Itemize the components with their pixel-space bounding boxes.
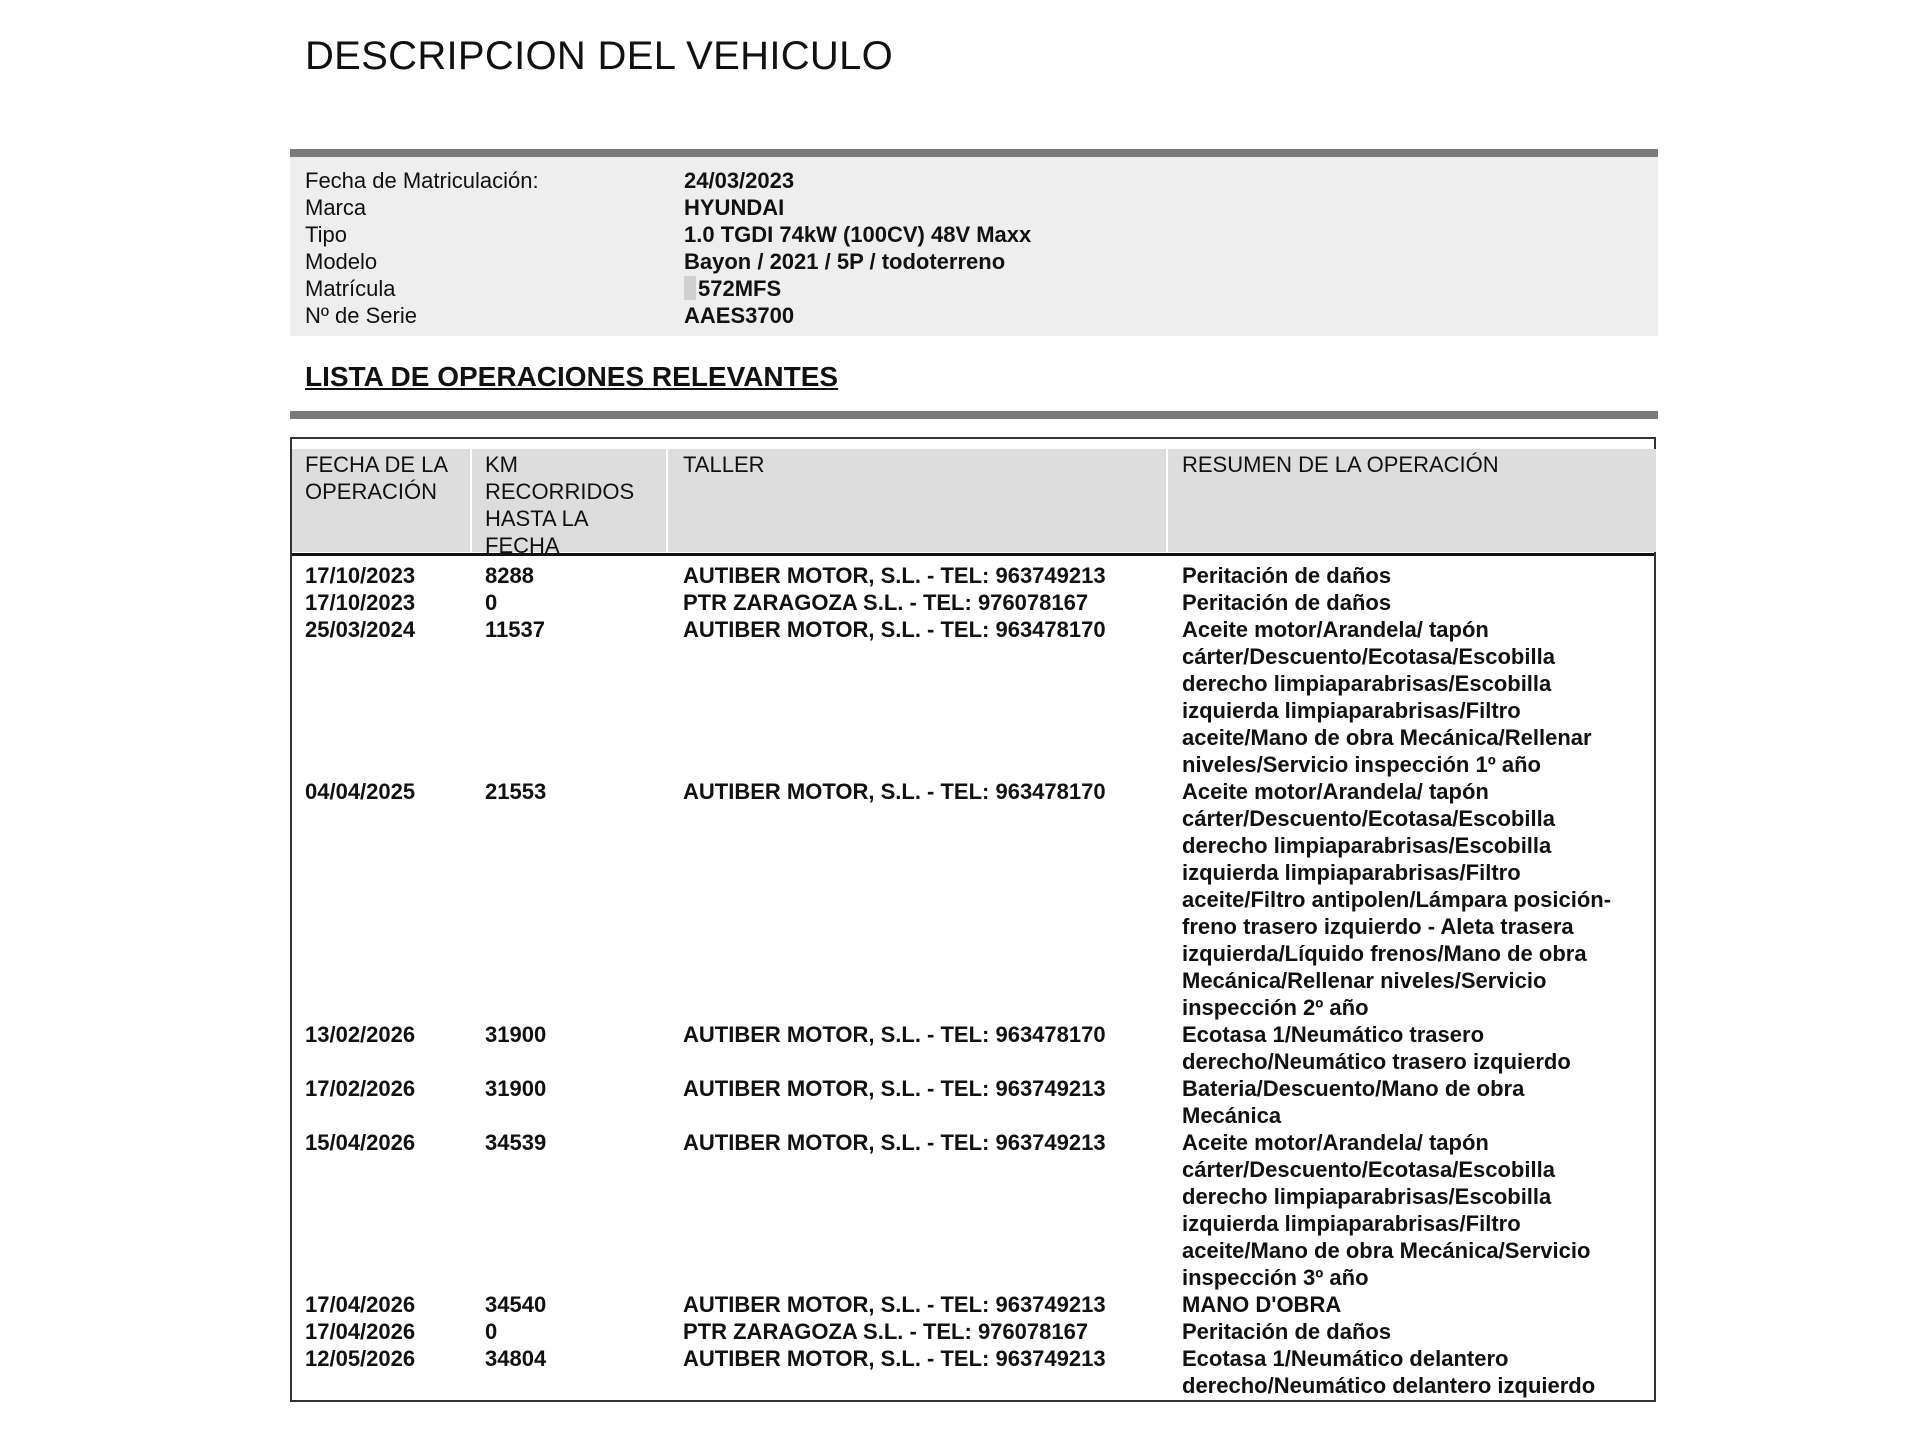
header-workshop-label: TALLER xyxy=(683,452,765,477)
operation-km: 31900 xyxy=(485,1076,547,1101)
operation-workshop: PTR ZARAGOZA S.L. - TEL: 976078167 xyxy=(683,590,1089,615)
table-body xyxy=(292,562,1654,1399)
type-value: 1.0 TGDI 74kW (100CV) 48V Maxx xyxy=(684,222,1032,247)
model-label: Modelo xyxy=(305,249,378,274)
operation-workshop: AUTIBER MOTOR, S.L. - TEL: 963478170 xyxy=(683,779,1106,804)
model-value: Bayon / 2021 / 5P / todoterreno xyxy=(684,249,1006,274)
operation-workshop: AUTIBER MOTOR, S.L. - TEL: 963749213 xyxy=(683,563,1106,588)
operation-km: 34539 xyxy=(485,1130,547,1155)
table-row xyxy=(292,1075,1654,1129)
operation-date: 17/02/2026 xyxy=(305,1076,416,1101)
plate-value-wrapper xyxy=(684,275,781,302)
operation-summary: MANO D'OBRA xyxy=(1182,1292,1342,1317)
serial-value: AAES3700 xyxy=(684,303,795,328)
header-cell-workshop xyxy=(668,449,1166,552)
table-row xyxy=(292,562,1654,589)
operation-date: 15/04/2026 xyxy=(305,1130,416,1155)
operation-summary: Aceite motor/Arandela/ tapón cárter/Descuento/Ecotasa/Escobilla derecho limpiaparabrisas/Escobilla izquierda limpiaparabrisas/Filtro aceite/Filtro antipolen/Lámpara posición- freno trasero izquierdo - Aleta trasera izquierda/Líquido frenos/Mano de obra Mecánica/Rellenar niveles/Servicio inspección 2º año xyxy=(1182,779,1612,1020)
operation-date: 17/04/2026 xyxy=(305,1319,416,1344)
registration-date-value: 24/03/2023 xyxy=(684,168,795,193)
table-row xyxy=(292,1345,1654,1399)
operation-km: 34540 xyxy=(485,1292,547,1317)
operation-summary: Peritación de daños xyxy=(1182,590,1392,615)
section-divider xyxy=(290,149,1658,157)
operation-workshop: PTR ZARAGOZA S.L. - TEL: 976078167 xyxy=(683,1319,1089,1344)
operation-workshop: AUTIBER MOTOR, S.L. - TEL: 963478170 xyxy=(683,1022,1106,1047)
table-row xyxy=(292,1021,1654,1075)
table-row xyxy=(292,778,1654,1021)
plate-label: Matrícula xyxy=(305,276,396,301)
operation-workshop: AUTIBER MOTOR, S.L. - TEL: 963749213 xyxy=(683,1130,1106,1155)
table-row xyxy=(292,1129,1654,1291)
operation-workshop: AUTIBER MOTOR, S.L. - TEL: 963749213 xyxy=(683,1346,1106,1371)
page-title: DESCRIPCION DEL VEHICULO xyxy=(305,34,894,78)
brand-label: Marca xyxy=(305,195,367,220)
operation-date: 04/04/2025 xyxy=(305,779,416,804)
header-summary-label: RESUMEN DE LA OPERACIÓN xyxy=(1182,452,1499,477)
operation-km: 0 xyxy=(485,1319,498,1344)
table-row xyxy=(292,1291,1654,1318)
header-km-label: KM RECORRIDOS HASTA LA FECHA xyxy=(485,452,635,558)
table-row xyxy=(292,616,1654,778)
vehicle-details xyxy=(290,157,1658,336)
operation-summary: Ecotasa 1/Neumático delantero derecho/Neumático delantero izquierdo xyxy=(1182,1346,1596,1398)
operation-summary: Aceite motor/Arandela/ tapón cárter/Descuento/Ecotasa/Escobilla derecho limpiaparabrisas/Escobilla izquierda limpiaparabrisas/Filtro aceite/Mano de obra Mecánica/Servicio inspección 3º año xyxy=(1182,1130,1591,1290)
table-row xyxy=(292,589,1654,616)
operation-date: 17/10/2023 xyxy=(305,590,416,615)
operation-summary: Aceite motor/Arandela/ tapón cárter/Descuento/Ecotasa/Escobilla derecho limpiaparabrisas/Escobilla izquierda limpiaparabrisas/Filtro aceite/Mano de obra Mecánica/Rellenar niveles/Servicio inspección 1º año xyxy=(1182,617,1592,777)
operation-km: 11537 xyxy=(485,617,545,642)
operations-section-title: LISTA DE OPERACIONES RELEVANTES xyxy=(305,361,839,392)
plate-value: 572MFS xyxy=(698,276,782,301)
section-divider xyxy=(290,411,1658,419)
operation-date: 13/02/2026 xyxy=(305,1022,416,1047)
operation-summary: Ecotasa 1/Neumático trasero derecho/Neumático trasero izquierdo xyxy=(1182,1022,1571,1074)
table-header xyxy=(292,439,1654,556)
operation-km: 0 xyxy=(485,590,498,615)
header-cell-date xyxy=(292,449,470,552)
type-label: Tipo xyxy=(305,222,347,247)
header-cell-summary xyxy=(1168,449,1656,552)
operation-date: 17/04/2026 xyxy=(305,1292,416,1317)
operation-km: 31900 xyxy=(485,1022,547,1047)
operation-date: 25/03/2024 xyxy=(305,617,416,642)
brand-value: HYUNDAI xyxy=(684,195,785,220)
operation-date: 12/05/2026 xyxy=(305,1346,416,1371)
operation-workshop: AUTIBER MOTOR, S.L. - TEL: 963749213 xyxy=(683,1076,1106,1101)
operations-table xyxy=(290,437,1656,1402)
operation-date: 17/10/2023 xyxy=(305,563,416,588)
operation-km: 34804 xyxy=(485,1346,547,1371)
operation-workshop: AUTIBER MOTOR, S.L. - TEL: 963749213 xyxy=(683,1292,1106,1317)
operation-km: 21553 xyxy=(485,779,547,804)
operation-summary: Peritación de daños xyxy=(1182,1319,1392,1344)
redaction-mask xyxy=(684,276,696,300)
table-row xyxy=(292,1318,1654,1345)
operation-summary: Peritación de daños xyxy=(1182,563,1392,588)
operation-summary: Bateria/Descuento/Mano de obra Mecánica xyxy=(1182,1076,1525,1128)
operation-workshop: AUTIBER MOTOR, S.L. - TEL: 963478170 xyxy=(683,617,1106,642)
registration-date-label: Fecha de Matriculación: xyxy=(305,168,539,193)
operation-km: 8288 xyxy=(485,563,534,588)
header-cell-km xyxy=(472,449,666,558)
serial-label: Nº de Serie xyxy=(305,303,417,328)
header-date-label: FECHA DE LA OPERACIÓN xyxy=(305,452,449,504)
